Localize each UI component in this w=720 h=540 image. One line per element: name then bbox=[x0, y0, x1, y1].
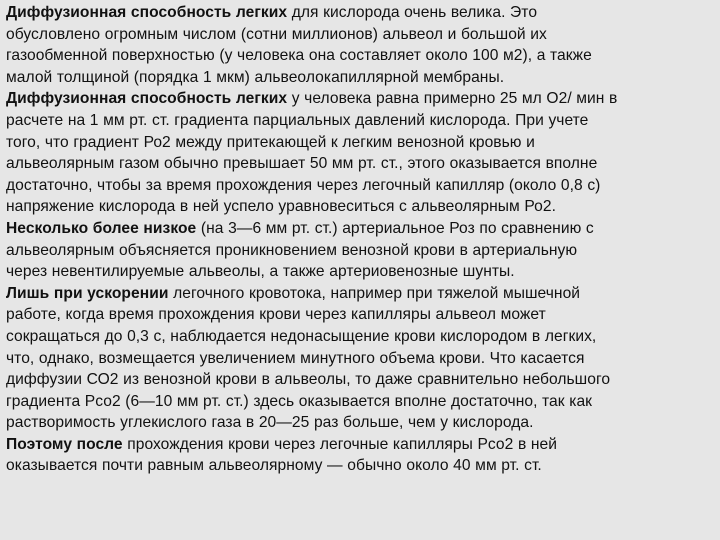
text-segment: через невентилируемые альвеолы, а также артериовенозные шунты. bbox=[6, 263, 515, 281]
text-segment: того, что градиент Ро2 между притекающей к легким венозной кровью и bbox=[6, 133, 535, 151]
text-line bbox=[6, 369, 714, 391]
text-segment: газообменной поверхностью (у человека она составляет около 100 м2), а также bbox=[6, 47, 592, 65]
text-line bbox=[6, 132, 714, 154]
text-segment: напряжение кислорода в ней успело уравновеситься с альвеолярным Ро2. bbox=[6, 198, 557, 216]
paragraph bbox=[6, 283, 714, 434]
text-segment: прохождения крови через легочные капилляры Рсо2 в ней bbox=[122, 435, 558, 453]
text-segment: легочного кровотока, например при тяжелой мышечной bbox=[168, 284, 581, 302]
document-text bbox=[6, 2, 714, 477]
text-line bbox=[6, 218, 714, 240]
bold-term: Диффузионная способность легких bbox=[6, 4, 288, 21]
paragraph bbox=[6, 88, 714, 218]
text-line bbox=[6, 283, 714, 305]
text-segment: работе, когда время прохождения крови через капилляры альвеол может bbox=[6, 306, 546, 324]
text-line bbox=[6, 88, 714, 110]
text-line bbox=[6, 24, 714, 46]
text-segment: (на 3—6 мм рт. ст.) артериальное Роз по сравнению с bbox=[196, 219, 594, 237]
text-segment: оказывается почти равным альвеолярному — обычно около 40 мм рт. ст. bbox=[6, 457, 542, 475]
text-line bbox=[6, 261, 714, 283]
text-line bbox=[6, 2, 714, 24]
text-line bbox=[6, 455, 714, 477]
text-line bbox=[6, 45, 714, 67]
text-segment: расчете на 1 мм рт. ст. градиента парциальных давлений кислорода. При учете bbox=[6, 111, 589, 129]
text-line bbox=[6, 391, 714, 413]
text-segment: диффузии СО2 из венозной крови в альвеолы, то даже сравнительно небольшого bbox=[6, 371, 611, 389]
text-line bbox=[6, 240, 714, 262]
text-segment: для кислорода очень велика. Это bbox=[287, 4, 538, 21]
text-segment: сокращаться до 0,3 с, наблюдается недонасыщение крови кислородом в легких, bbox=[6, 327, 597, 345]
bold-term: Диффузионная способность легких bbox=[6, 90, 288, 108]
text-line bbox=[6, 67, 714, 89]
paragraph bbox=[6, 434, 714, 477]
text-line bbox=[6, 153, 714, 175]
document-page bbox=[6, 2, 714, 477]
bold-term: Лишь при ускорении bbox=[6, 284, 169, 302]
text-line bbox=[6, 175, 714, 197]
text-line bbox=[6, 304, 714, 326]
text-segment: у человека равна примерно 25 мл О2/ мин в bbox=[287, 90, 618, 108]
paragraph bbox=[6, 2, 714, 88]
text-segment: растворимость углекислого газа в 20—25 раз больше, чем у кислорода. bbox=[6, 414, 534, 432]
text-segment: достаточно, чтобы за время прохождения через легочный капилляр (около 0,8 с) bbox=[6, 176, 601, 194]
paragraph bbox=[6, 218, 714, 283]
text-line bbox=[6, 196, 714, 218]
text-segment: что, однако, возмещается увеличением минутного объема крови. Что касается bbox=[6, 349, 585, 367]
text-line bbox=[6, 348, 714, 370]
text-segment: альвеолярным газом обычно превышает 50 мм рт. ст., этого оказывается вполне bbox=[6, 155, 598, 173]
text-line bbox=[6, 412, 714, 434]
text-segment: малой толщиной (порядка 1 мкм) альвеолокапиллярной мембраны. bbox=[6, 68, 505, 86]
bold-term: Поэтому после bbox=[6, 435, 123, 453]
text-segment: градиента Рсо2 (6—10 мм рт. ст.) здесь оказывается вполне достаточно, так как bbox=[6, 392, 593, 410]
text-line bbox=[6, 434, 714, 456]
bold-term: Несколько более низкое bbox=[6, 219, 197, 237]
text-segment: альвеолярным объясняется проникновением венозной крови в артериальную bbox=[6, 241, 578, 259]
text-segment: обусловлено огромным числом (сотни миллионов) альвеол и большой их bbox=[6, 25, 547, 43]
text-line bbox=[6, 326, 714, 348]
text-line bbox=[6, 110, 714, 132]
